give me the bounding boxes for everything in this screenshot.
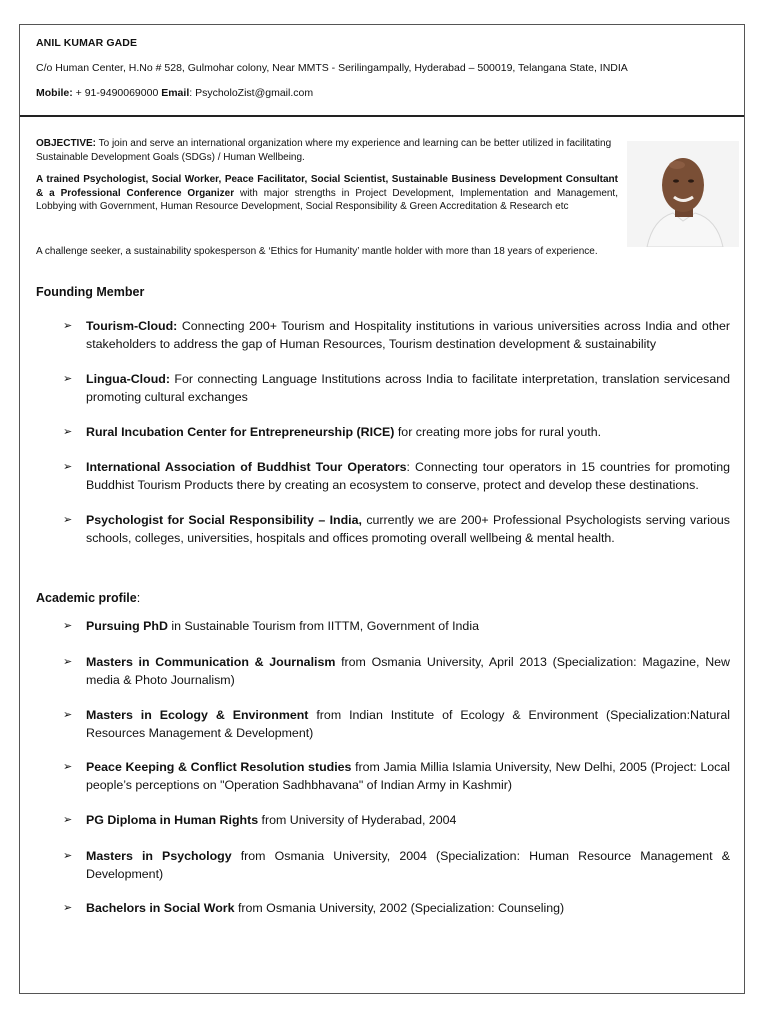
item-title: Bachelors in Social Work xyxy=(86,901,235,915)
resume-page xyxy=(19,24,745,994)
item-text: from Osmania University, 2002 (Specialization: Counseling) xyxy=(234,901,565,915)
bullet-arrow-icon: ➢ xyxy=(63,709,73,721)
bullet-arrow-icon: ➢ xyxy=(63,656,73,668)
objective-text: To join and serve an international organization where my experience and learning can be better utilized in facilitating Sustainable Development Goals (SDGs) / Human Wellbeing. xyxy=(36,138,612,163)
contact-line xyxy=(36,87,313,99)
objective-label: OBJECTIVE: xyxy=(36,138,97,149)
item-text: from Jamia Millia Islamia University, New Delhi, 2005 (Project: Local people’s perceptions on "Operation Sadhbhavana" of Indian Army in Kashmir) xyxy=(86,760,730,792)
item-text: from Osmania University, 2004 (Specialization: Human Resource Management & Development) xyxy=(86,849,730,881)
item-text: from Osmania University, April 2013 (Specialization: Magazine, New media & Photo Journalism) xyxy=(86,655,730,687)
bullet-arrow-icon: ➢ xyxy=(63,620,73,632)
item-text: For connecting Language Institutions across India to facilitate interpretation, translation servicesand promoting cultural exchanges xyxy=(86,372,730,404)
item-title: Rural Incubation Center for Entrepreneurship (RICE) xyxy=(86,425,395,439)
item-text: from Indian Institute of Ecology & Environment (Specialization:Natural Resources Management & Development) xyxy=(86,708,730,740)
bullet-arrow-icon: ➢ xyxy=(63,426,73,438)
email-address: : PsycholoZist@gmail.com xyxy=(189,87,314,99)
profile-summary-bold: A trained Psychologist, Social Worker, Peace Facilitator, Social Scientist, Sustainable Business Development Consultant & a Professional Conference Organizer xyxy=(36,174,618,199)
profile-summary-text: with major strengths in Project Development, Implementation and Management, Lobbying with Government, Human Resource Development, Social Responsibility & Green Accreditation & Research etc xyxy=(36,187,618,212)
mobile-number: + 91-9490069000 xyxy=(72,87,162,99)
item-text: Connecting 200+ Tourism and Hospitality institutions in various universities across India and other stakeholders to address the gap of Human Resources, Tourism destination development & sustainability xyxy=(86,319,730,351)
bullet-arrow-icon: ➢ xyxy=(63,461,73,473)
academic-profile-heading xyxy=(36,591,140,605)
founding-member-heading: Founding Member xyxy=(36,285,145,299)
item-title: Pursuing PhD xyxy=(86,619,168,633)
experience-statement: A challenge seeker, a sustainability spokesperson & ‘Ethics for Humanity’ mantle holder with more than 18 years of experience. xyxy=(36,246,598,257)
item-title: Tourism-Cloud: xyxy=(86,319,178,333)
academic-profile-title: Academic profile xyxy=(36,591,137,605)
objective-paragraph xyxy=(36,137,618,164)
item-text: in Sustainable Tourism from IITTM, Government of India xyxy=(167,619,479,633)
portrait-icon xyxy=(627,141,739,247)
portrait-photo xyxy=(627,141,739,247)
item-title: Masters in Communication & Journalism xyxy=(86,655,336,669)
heading-colon: : xyxy=(136,591,141,605)
item-title: PG Diploma in Human Rights xyxy=(86,813,259,827)
bullet-arrow-icon: ➢ xyxy=(63,850,73,862)
address: C/o Human Center, H.No # 528, Gulmohar colony, Near MMTS - Serilingampally, Hyderabad – 500019, Telangana State, INDIA xyxy=(36,62,628,74)
item-text: for creating more jobs for rural youth. xyxy=(394,425,602,439)
bullet-arrow-icon: ➢ xyxy=(63,902,73,914)
applicant-name: ANIL KUMAR GADE xyxy=(36,37,138,49)
item-title: Peace Keeping & Conflict Resolution studies xyxy=(86,760,352,774)
contact-header xyxy=(20,25,744,117)
item-title: Masters in Ecology & Environment xyxy=(86,708,309,722)
bullet-arrow-icon: ➢ xyxy=(63,761,73,773)
mobile-label: Mobile: xyxy=(36,87,73,99)
item-text: currently we are 200+ Professional Psychologists serving various schools, colleges, universities, hospitals and offices promoting overall wellbeing & mental health. xyxy=(86,513,730,545)
item-title: Masters in Psychology xyxy=(86,849,232,863)
profile-summary xyxy=(36,173,618,214)
item-text: : Connecting tour operators in 15 countries for promoting Buddhist Tourism Products there by creating an ecosystem to conserve, protect and develop these destinations. xyxy=(86,460,730,492)
bullet-arrow-icon: ➢ xyxy=(63,514,73,526)
bullet-arrow-icon: ➢ xyxy=(63,320,73,332)
bullet-arrow-icon: ➢ xyxy=(63,373,73,385)
bullet-arrow-icon: ➢ xyxy=(63,814,73,826)
item-text: from University of Hyderabad, 2004 xyxy=(258,813,457,827)
item-title: Lingua-Cloud: xyxy=(86,372,170,386)
email-label: Email xyxy=(161,87,190,99)
item-title: Psychologist for Social Responsibility – India, xyxy=(86,513,362,527)
item-title: International Association of Buddhist Tour Operators xyxy=(86,460,407,474)
